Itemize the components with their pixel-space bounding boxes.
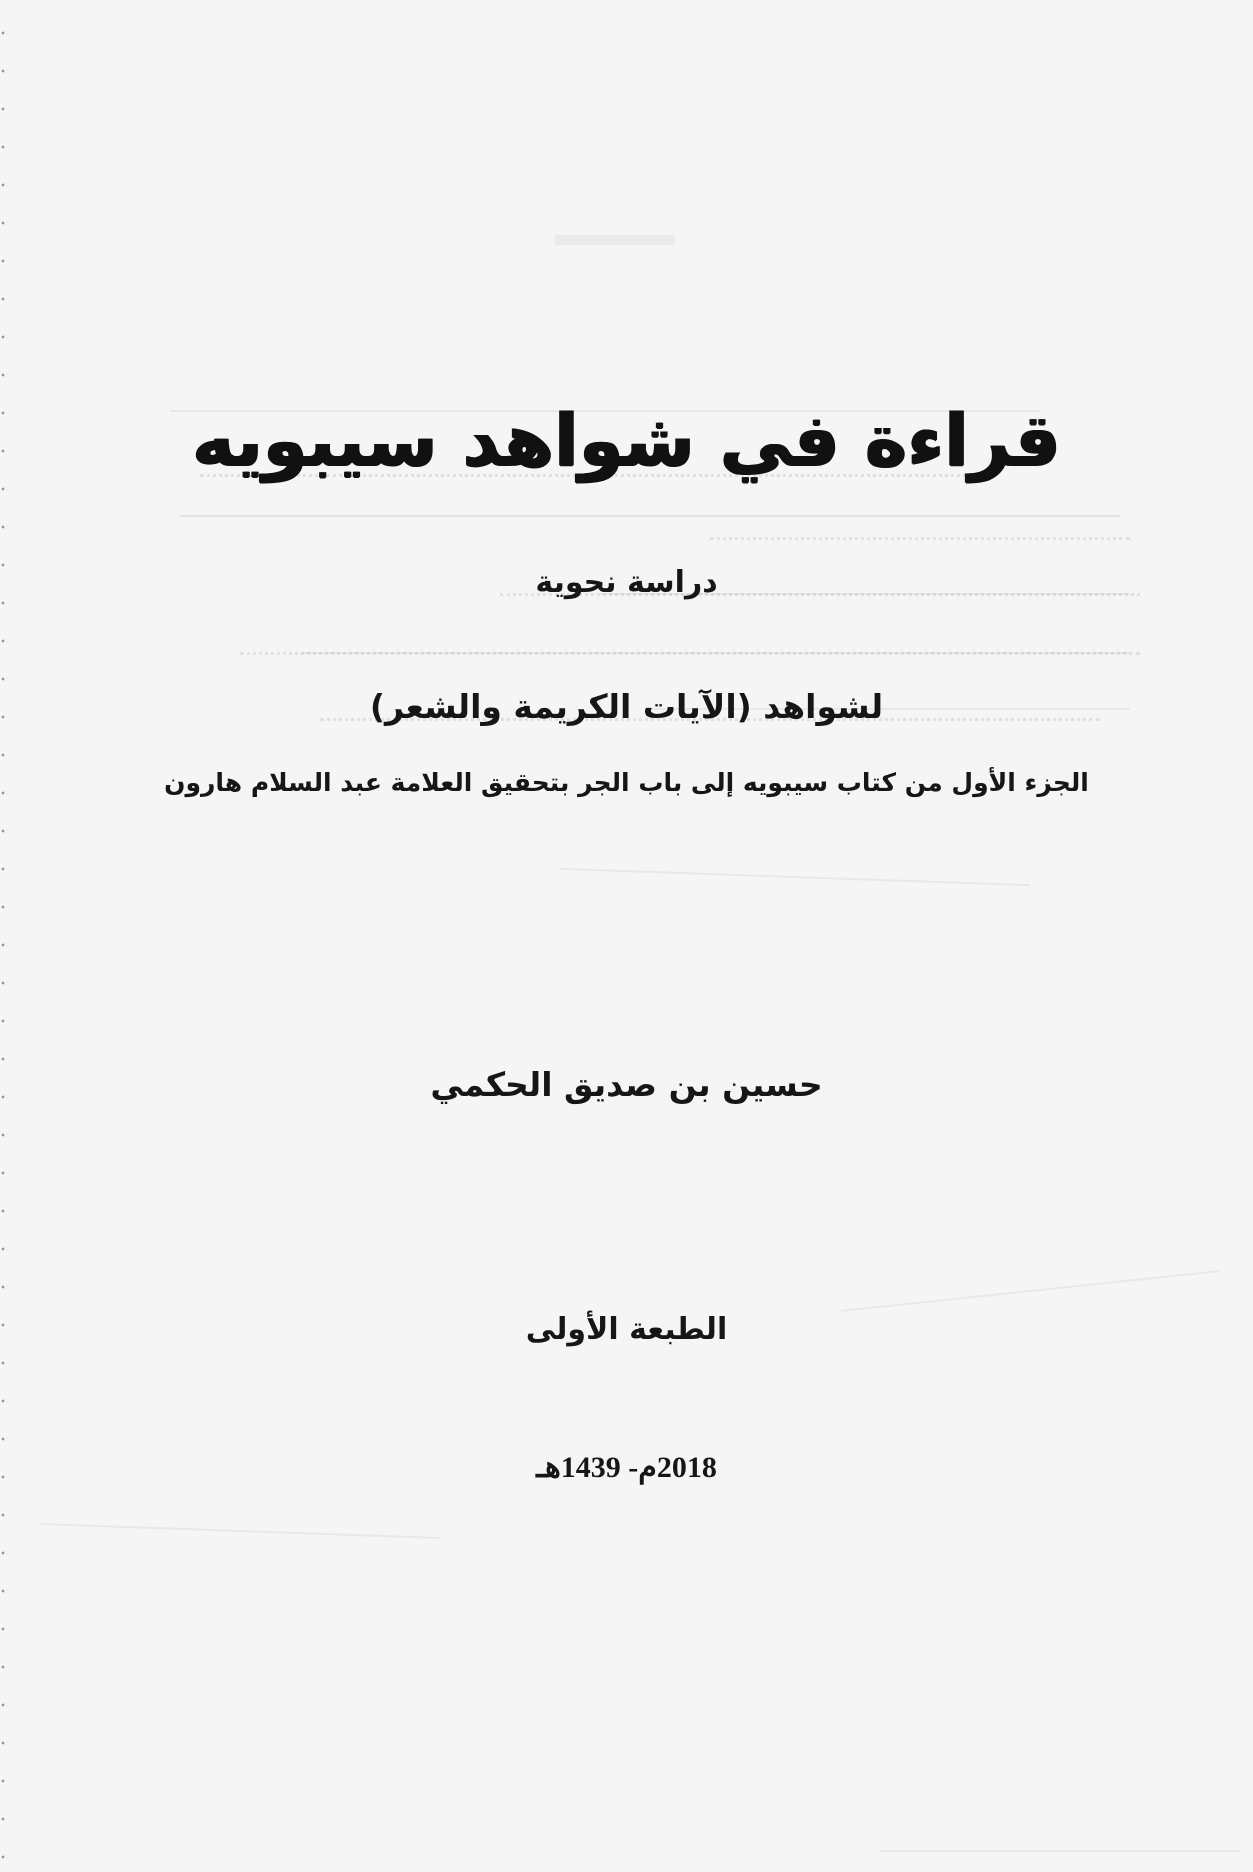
book-subtitle: دراسة نحوية <box>535 565 718 600</box>
page-perforation <box>0 0 6 1872</box>
author-name: حسين بن صديق الحكمي <box>430 1065 823 1104</box>
part-description: الجزء الأول من كتاب سيبويه إلى باب الجر بتحقيق العلامة عبد السلام هارون <box>164 768 1089 797</box>
shawahid-line: لشواهد (الآيات الكريمة والشعر) <box>369 687 884 726</box>
publication-year: 2018م- 1439هـ <box>536 1451 717 1484</box>
edition-label: الطبعة الأولى <box>525 1312 728 1347</box>
book-title: قراءة في شواهد سيبويه <box>192 398 1061 482</box>
